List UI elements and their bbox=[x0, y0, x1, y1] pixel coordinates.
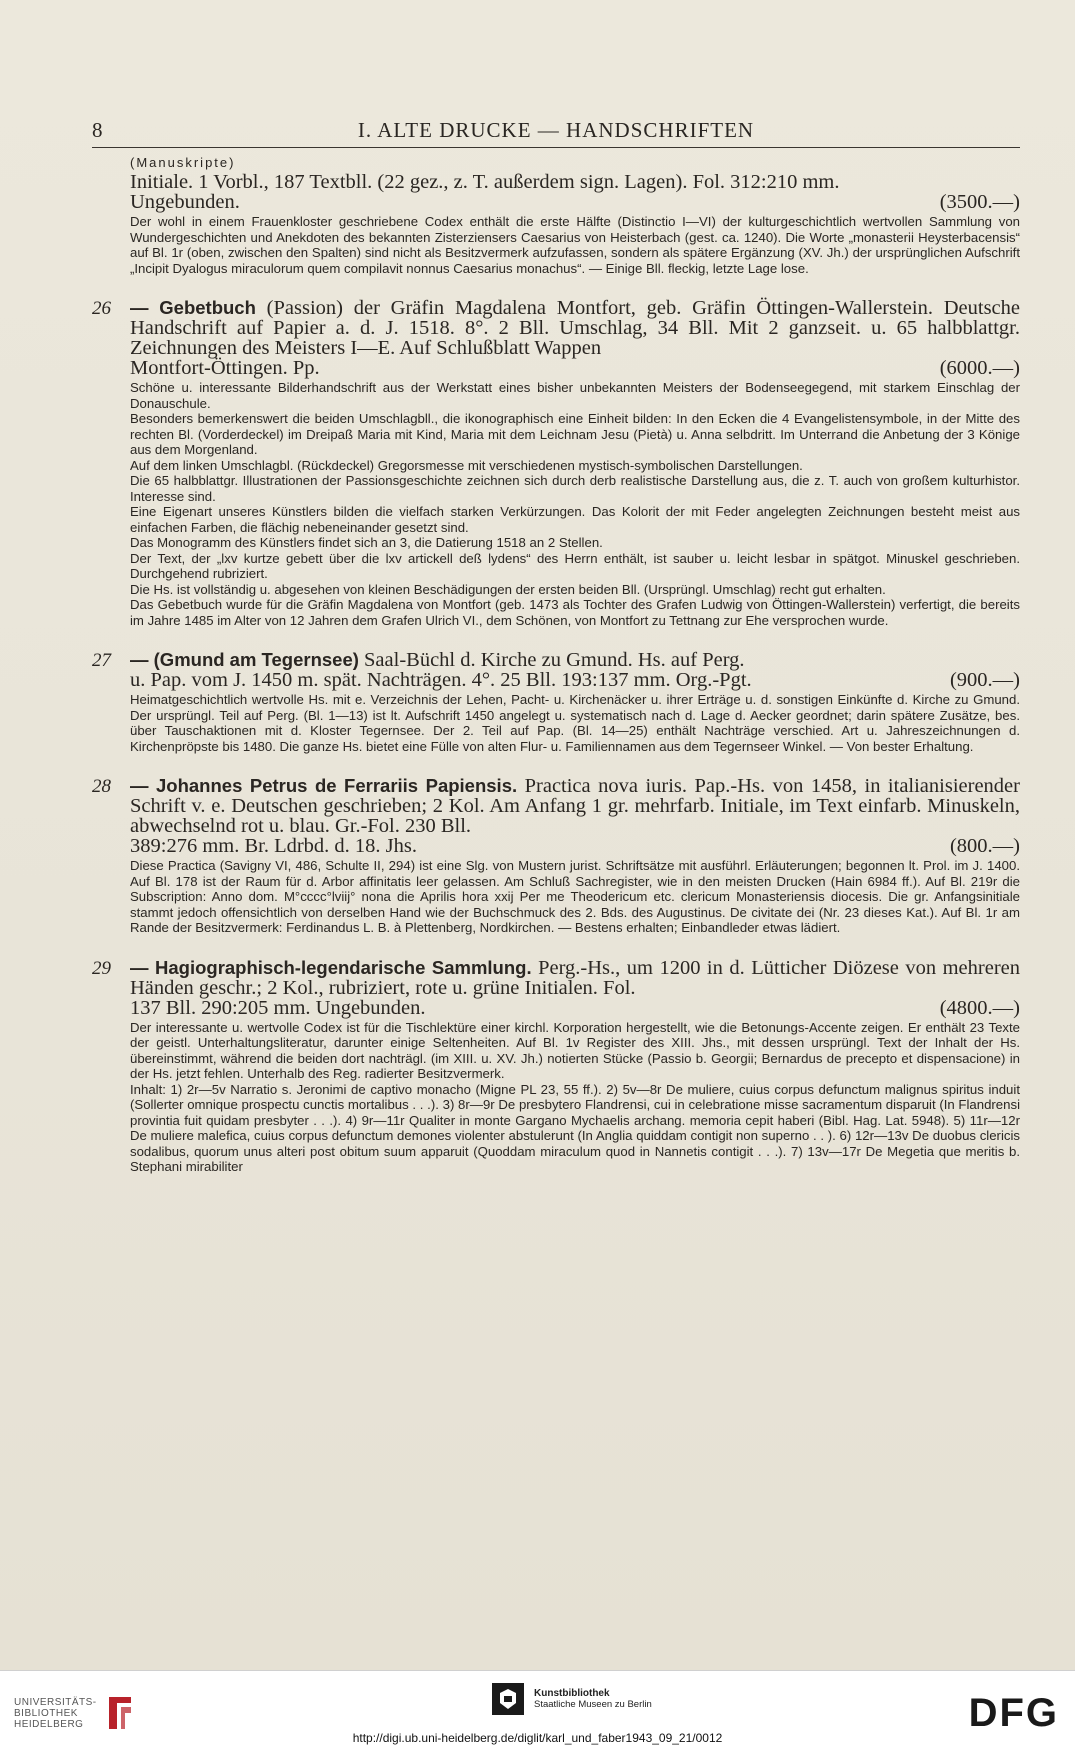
entry-heading: Initiale. 1 Vorbl., 187 Textbll. (22 gez., z. T. außerdem sign. Lagen). Fol. 312:210 mm. bbox=[130, 171, 840, 193]
catalog-entry-28 bbox=[92, 776, 1020, 936]
university-library-logo[interactable] bbox=[14, 1693, 135, 1733]
entry-title: — Gebetbuch bbox=[130, 297, 256, 318]
page-number: 8 bbox=[92, 118, 103, 142]
entry-number: 28 bbox=[92, 776, 111, 797]
entry-description: Schöne u. interessante Bilderhandschrift aus der Werkstatt eines bisher unbekannten Meisters der Bodenseegegend, mit starkem Einschlag der Donauschule. Besonders bemerkenswert die beiden Umschlagbll., die ikonographisch eine Einheit bilden: In den Ecken die 4 Evangelistensymbole, in der Mitte des rechten Bl. (Vorderdeckel) im Dreipaß Maria mit Kind, Maria mit dem Leichnam Jesu (Pietà) u. Anna selbdritt. Im Unterrand die Anbetung der 3 Könige aus dem Morgenland. Auf dem linken Umschlagbl. (Rückdeckel) Gregorsmesse mit verschiedenen mystisch-symbolischen Darstellungen. Die 65 halbblattgr. Illustrationen der Passionsgeschichte zeichnen sich durch derb realistische Darstellung aus, die z. T. auch von großem kulturhistor. Interesse sind. Eine Eigenart unseres Künstlers bilden die vielfach starken Verkürzungen. Das Kolorit der mit Feder angelegten Zeichnungen besteht meist aus einfachen Farben, die flächig nebeneinander gesetzt sind. Das Monogramm des Künstlers findet sich an 3, die Datierung 1518 an 2 Stellen. Der Text, der „lxv kurtze gebett über die lxv artickell deß lydens“ des Herrn enthält, ist sauber u. leicht lesbar in spätgot. Minuskel geschrieben. Durchgehend rubriziert. Die Hs. ist vollständig u. abgesehen von kleinen Beschädigungen der ersten beiden Bll. (Ursprüngl. Umschlag) recht gut erhalten. Das Gebetbuch wurde für die Gräfin Magdalena von Montfort (geb. 1473 als Tochter des Grafen Ludwig von Öttingen-Wallerstein) verfertigt, die bereits im Jahre 1485 im Alter von 12 Jahren dem Grafen Ulrich VI., dem Schönen, von Montfort zu Tettnang zur Ehe versprochen wurde. bbox=[130, 380, 1020, 628]
entry-description: Der interessante u. wertvolle Codex ist für die Tischlektüre einer kirchl. Korporation hergestellt, wie die Betonungs-Accente zeigen. Er enthält 23 Texte der geistl. Unterhaltungsliteratur, darunter einige Seltenheiten. Auf Bl. 1v Register des XIII. Jhs., mit dessen ursprüngl. Text der Inhalt der Hs. übereinstimmt, während die beiden dort nachträgl. (im XIII. u. XV. Jh.) notierten Stücke (Passio b. Georgii; Bernardus de precepto et dispensacione) in der Hs. jetzt fehlen. Unterhalb des Reg. radierter Besitzvermerk. Inhalt: 1) 2r—5v Narratio s. Jeronimi de captivo monacho (Migne PL 23, 55 ff.). 2) 5v—8r De muliere, cuius corpus defunctum malignus spiritus induit (Sollerter omnique prospectu cunctis mortalibus . . .). 3) 8r—9r De presbytero Flandrensi, cui in celebratione misse sacramentum disparuit (In Flandrensi provintia fuit quidam presbyter . . .). 4) 9r—11r Qualiter in monte Gargano Mychaelis archang. memoria cepit haberi (Bibl. Hag. Lat. 5948). 5) 11r—12r De muliere malefica, cuius corpus defunctum demones violenter abstulerunt (In Anglia quiddam contigit non superno . . ). 6) 12r—13v De duobus clericis sodalibus, quorum unus alteri post obitum suum apparuit (Quoddam miraculum quod in Nannetis contigit . . .). 7) 13v—17r De Megetia que meritis b. Stephani mirabiliter bbox=[130, 1019, 1020, 1174]
entry-number: 29 bbox=[92, 957, 111, 979]
entry-description: Der wohl in einem Frauenkloster geschriebene Codex enthält die erste Hälfte (Distinctio I—VI) der kulturgeschichtlich wertvollen Sammlung von Wundergeschichten und Anekdoten des bekannten Zisterziensers Caesarius von Heisterbach (gest. ca. 1240). Die Worte „monasterii Heysterbacensis“ auf Bl. 1r (oben, zwischen den Spalten) sind nicht als Besitzvermerk aufzufassen, sondern als spätere Ergänzung (XV. Jh.) der ursprünglichen Aufschrift „Incipit Dyalogus miraculorum quem compilavit nonnus Caesarius monachus“. — Einige Bll. fleckig, letzte Lage lose. bbox=[130, 214, 1020, 276]
entry-price: (900.—) bbox=[949, 669, 1020, 691]
running-title: I. ALTE DRUCKE — HANDSCHRIFTEN bbox=[357, 118, 755, 142]
university-seal-icon bbox=[105, 1693, 135, 1733]
entry-description: Diese Practica (Savigny VI, 486, Schulte II, 294) ist eine Slg. von Mustern jurist. Schriftsätze mit ausführl. Erläuterungen; begonnen lt. Prol. im J. 1400. Auf Bl. 178 ist der Raum für d. Arbor affinitatis leer gelassen. Am Schluß Sachregister, wie in den meisten Drucken (Hain 6984 ff.). Auf Bl. 219r die Subscription: Anno dom. M°cccc°lviij° nona die Aprilis hora xxij Per me Theodericum etc. clericum Monasteriensis diocesis. Die gr. Anfangsinitiale stammt jedoch offensichtlich von derselben Hand wie der Buchschmuck des 2. Bds. des Augustinus. De civitate dei (Nr. 23 dieses Kat.). Auf Bl. 1r am Rande der Besitzvermerk: Ferdinandus L. B. à Plettenberg, Nordkirchen. — Bestens erhalten; Einbandleder etwas lädiert. bbox=[130, 858, 1020, 935]
page-header bbox=[92, 118, 1020, 148]
catalog-content bbox=[92, 155, 1020, 1197]
catalog-entry-continued bbox=[92, 172, 1020, 276]
entry-price: (800.—) bbox=[949, 835, 1020, 857]
entry-number: 27 bbox=[92, 650, 111, 671]
entry-heading: — Gebetbuch (Passion) der Gräfin Magdalena Montfort, geb. Gräfin Öttingen-Wallerstein. Deutsche Handschrift auf Papier a. d. J. 1518. 8°. 2 Bll. Umschlag, 34 Bll. Mit 2 ganzseit. u. 65 halbblattgr. Zeichnungen des Meisters I—E. Auf Schlußblatt Wappen bbox=[130, 297, 1020, 359]
entry-title: — Johannes Petrus de Ferrariis Papiensis. bbox=[130, 775, 518, 796]
catalog-entry-27 bbox=[92, 650, 1020, 754]
entry-heading: — (Gmund am Tegernsee) Saal-Büchl d. Kirche zu Gmund. Hs. auf Perg. bbox=[130, 649, 745, 671]
entry-binding: u. Pap. vom J. 1450 m. spät. Nachträgen. 4°. 25 Bll. 193:137 mm. Org.-Pgt. bbox=[130, 669, 752, 691]
entry-price: (6000.—) bbox=[939, 357, 1020, 379]
kunstbibliothek-text: Kunstbibliothek Staatliche Museen zu Berlin bbox=[534, 1688, 652, 1710]
section-label: (Manuskripte) bbox=[130, 155, 236, 170]
viewer-footer bbox=[0, 1670, 1075, 1747]
university-library-name: UNIVERSITÄTS- BIBLIOTHEK HEIDELBERG bbox=[14, 1696, 97, 1730]
entry-price-line bbox=[130, 836, 1020, 856]
entry-price: (3500.—) bbox=[939, 191, 1020, 213]
entry-binding: Ungebunden. bbox=[130, 191, 240, 213]
entry-binding: 389:276 mm. Br. Ldrbd. d. 18. Jhs. bbox=[130, 835, 418, 857]
entry-binding: Montfort-Öttingen. Pp. bbox=[130, 357, 320, 379]
entry-number: 26 bbox=[92, 298, 111, 319]
entry-price-line bbox=[130, 358, 1020, 378]
entry-title: — Hagiographisch-legendarische Sammlung. bbox=[130, 956, 532, 978]
entry-heading: — Hagiographisch-legendarische Sammlung. Perg.-Hs., um 1200 in d. Lütticher Diözese von mehreren Händen geschr.; 2 Kol., rubriziert, rote u. grüne Initialen. Fol. bbox=[130, 956, 1020, 999]
kunstbibliothek-logo[interactable] bbox=[492, 1683, 652, 1715]
entry-heading: — Johannes Petrus de Ferrariis Papiensis. Practica nova iuris. Pap.-Hs. von 1458, in italianisierender Schrift v. e. Deutschen geschrieben; 2 Kol. Am Anfang 1 gr. mehrfarb. Initiale, im Text einfarb. Minuskeln, abwechselnd rot u. blau. Gr.-Fol. 230 Bll. bbox=[130, 775, 1020, 837]
entry-price: (4800.—) bbox=[939, 996, 1020, 1019]
entry-description: Heimatgeschichtlich wertvolle Hs. mit e. Verzeichnis der Lehen, Pacht- u. Kirchenäcker u. ihrer Erträge u. d. sonstigen Einkünfte d. Kirche zu Gmund. Der ursprüngl. Teil auf Perg. (Bl. 1—13) ist lt. Aufschrift 1450 angelegt u. systematisch nach d. Lage d. Aecker geordnet; darin spätere Zusätze, bes. über Tauschaktionen mit d. Kloster Tegernsee. Der 2. Teil auf Pap. (Bl. 14—25) enthält Nachträge verschied. Art u. Jahreszeichnungen d. Kirchenpröpste bis 1480. Die ganze Hs. bietet eine Fülle von alten Flur- u. Familiennamen aus dem Tegernseer Winkel. — Von bester Erhaltung. bbox=[130, 692, 1020, 754]
entry-price-line bbox=[130, 998, 1020, 1018]
entry-price-line bbox=[130, 670, 1020, 690]
entry-price-line bbox=[130, 192, 1020, 212]
catalog-entry-29 bbox=[92, 958, 1020, 1175]
permalink-url[interactable]: http://digi.ub.uni-heidelberg.de/diglit/karl_und_faber1943_09_21/0012 bbox=[352, 1731, 723, 1745]
entry-title: — (Gmund am Tegernsee) bbox=[130, 649, 359, 670]
entry-binding: 137 Bll. 290:205 mm. Ungebunden. bbox=[130, 996, 426, 1019]
kunstbibliothek-emblem-icon bbox=[492, 1683, 524, 1715]
catalog-entry-26 bbox=[92, 298, 1020, 628]
dfg-logo[interactable]: DFG bbox=[968, 1691, 1059, 1735]
